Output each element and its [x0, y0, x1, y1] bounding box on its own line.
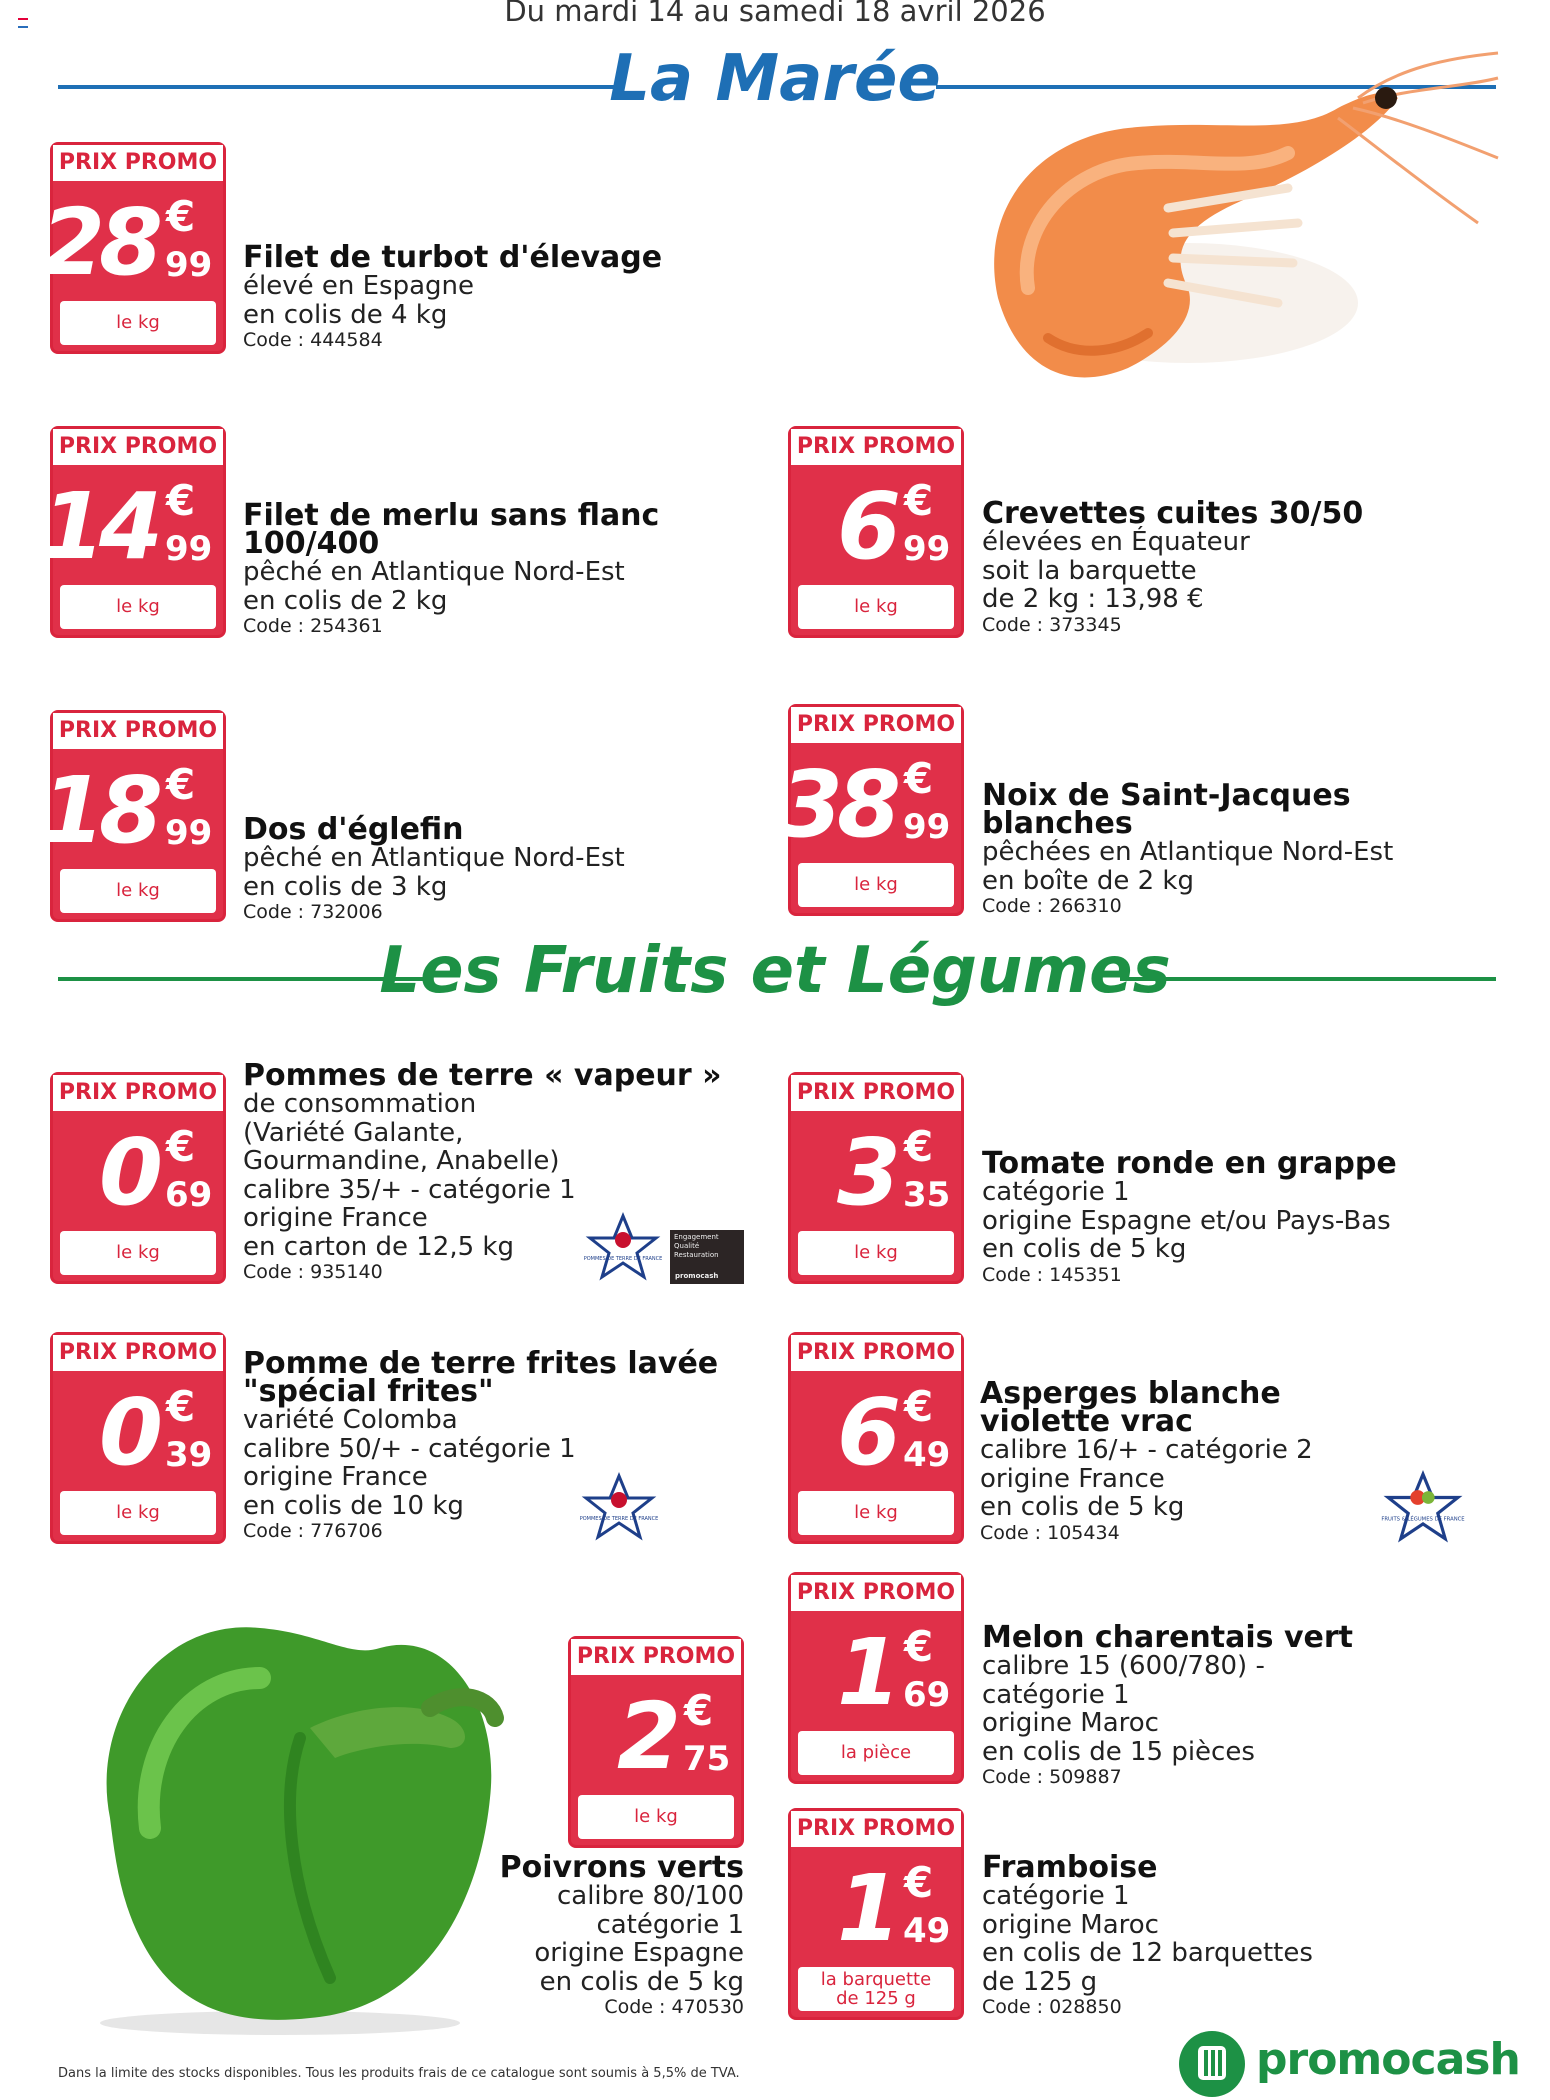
price-integer: 0 [98, 1119, 157, 1226]
currency-symbol: € [904, 1622, 934, 1671]
price-unit: le kg [798, 863, 954, 907]
currency-symbol: € [904, 1382, 934, 1431]
price-integer: 6 [836, 1379, 895, 1486]
section-title-maree: La Marée [609, 42, 941, 116]
price-tag-merlu [40, 426, 226, 638]
price-unit: le kg [60, 585, 216, 629]
product-desc: élevé en Espagne en colis de 4 kg [243, 271, 474, 330]
product-name: Pomme de terre frites lavée "spécial frites" [243, 1346, 719, 1409]
price-cents: 99 [903, 807, 951, 847]
product-name: Noix de Saint-Jacques blanches [982, 778, 1351, 841]
price-integer: 0 [98, 1379, 157, 1486]
logo-text: promocash [1256, 2034, 1520, 2085]
product-name: Filet de turbot d'élevage [243, 240, 663, 275]
price-unit: le kg [798, 1491, 954, 1535]
product-desc: de consommation (Variété Galante, Gourmandine, Anabelle) calibre 35/+ - catégorie 1 origine France en carton de 12,5 kg [243, 1089, 576, 1262]
product-name: Crevettes cuites 30/50 [982, 496, 1364, 531]
product-desc: élevées en Équateur soit la barquette de 2 kg : 13,98 € [982, 527, 1250, 614]
product-name: Melon charentais vert [982, 1620, 1353, 1655]
tag-header: PRIX PROMO [53, 429, 223, 465]
currency-symbol: € [904, 476, 934, 525]
price-tag-eglefin [40, 710, 226, 922]
price-tag-poivrons [568, 1636, 744, 1848]
product-name: Tomate ronde en grappe [982, 1146, 1397, 1181]
eqr-brand: promocash [675, 1272, 719, 1280]
currency-symbol: € [904, 1122, 934, 1171]
product-turbot [243, 240, 663, 351]
product-code: Code : 145351 [982, 1263, 1122, 1286]
tag-header: PRIX PROMO [53, 713, 223, 749]
tag-header: PRIX PROMO [791, 1075, 961, 1111]
legal-footnote: Dans la limite des stocks disponibles. Tous les produits frais de ce catalogue sont soumis à 5,5% de TVA. [58, 2066, 740, 2081]
product-desc: pêché en Atlantique Nord-Est en colis de 3 kg [243, 843, 625, 902]
tag-header: PRIX PROMO [53, 1335, 223, 1371]
price-tag-crevettes [788, 426, 964, 638]
product-desc: calibre 80/100 catégorie 1 origine Espagne en colis de 5 kg [534, 1881, 744, 1997]
price-integer: 18 [40, 757, 157, 864]
product-crevettes [982, 496, 1364, 636]
product-desc: pêchées en Atlantique Nord-Est en boîte de 2 kg [982, 837, 1394, 896]
price-unit: le kg [60, 1231, 216, 1275]
section-title-fruits: Les Fruits et Légumes [379, 934, 1171, 1008]
promo-dates: Du mardi 14 au samedi 18 avril 2026 [504, 0, 1046, 28]
price-unit: le kg [798, 1231, 954, 1275]
product-tomate [982, 1146, 1397, 1286]
badge-text: POMMES DE TERRE DE FRANCE [579, 1516, 659, 1522]
tag-header: PRIX PROMO [791, 1575, 961, 1611]
product-code: Code : 470530 [604, 1996, 744, 2018]
product-desc: variété Colomba calibre 50/+ - catégorie 1 origine France en colis de 10 kg [243, 1405, 576, 1521]
badge-text: POMMES DE TERRE DE FRANCE [583, 1256, 663, 1262]
price-tag-turbot [40, 142, 226, 354]
promocash-logo [1176, 2028, 1520, 2094]
product-desc: calibre 16/+ - catégorie 2 origine France en colis de 5 kg [980, 1435, 1313, 1522]
price-integer: 3 [836, 1119, 895, 1226]
price-cents: 39 [165, 1435, 213, 1475]
price-unit: le kg [798, 585, 954, 629]
price-integer: 38 [778, 751, 895, 858]
pommes-de-terre-france-badge-icon [579, 1474, 659, 1540]
price-tag-pdt-vapeur [50, 1072, 226, 1284]
badge-text: FRUITS & LÉGUMES DE FRANCE [1381, 1516, 1465, 1523]
tag-header: PRIX PROMO [791, 1811, 961, 1847]
price-cents: 35 [903, 1175, 951, 1215]
product-stjacques [982, 778, 1394, 917]
price-tag-tomate [788, 1072, 964, 1284]
product-code: Code : 732006 [243, 901, 383, 923]
price-unit: le kg [60, 1491, 216, 1535]
eqr-line-3: Restauration [674, 1251, 719, 1259]
product-name: Pommes de terre « vapeur » [243, 1058, 722, 1093]
price-integer: 1 [836, 1855, 895, 1962]
price-cents: 99 [903, 529, 951, 569]
price-tag-pdt-frites [50, 1332, 226, 1544]
currency-symbol: € [166, 476, 196, 525]
currency-symbol: € [684, 1686, 714, 1735]
tag-header: PRIX PROMO [571, 1639, 741, 1675]
price-tag-asperges [788, 1332, 964, 1544]
price-unit: le kg [578, 1795, 734, 1839]
product-code: Code : 509887 [982, 1766, 1122, 1788]
product-name: Framboise [982, 1850, 1158, 1885]
pommes-de-terre-france-badge-icon [583, 1214, 663, 1280]
currency-symbol: € [166, 1382, 196, 1431]
price-cents: 75 [683, 1739, 731, 1779]
product-desc: calibre 15 (600/780) - catégorie 1 origine Maroc en colis de 15 pièces [982, 1651, 1265, 1767]
price-unit: le kg [60, 301, 216, 345]
price-integer: 1 [836, 1619, 895, 1726]
product-code: Code : 373345 [982, 613, 1122, 636]
product-name: Asperges blanche violette vrac [980, 1376, 1281, 1439]
promocash-cart-icon [1176, 2028, 1248, 2100]
product-name: Dos d'églefin [243, 812, 464, 847]
product-merlu [243, 498, 660, 637]
product-name: Poivrons verts [499, 1850, 744, 1885]
price-cents: 69 [903, 1675, 951, 1715]
fruits-legumes-france-badge-icon [1381, 1472, 1465, 1542]
price-tag-framboise [788, 1808, 964, 2020]
tag-header: PRIX PROMO [53, 1075, 223, 1111]
currency-symbol: € [904, 1858, 934, 1907]
price-integer: 28 [40, 189, 157, 296]
product-code: Code : 266310 [982, 895, 1122, 917]
price-cents: 99 [165, 245, 213, 285]
product-code: Code : 105434 [980, 1521, 1120, 1544]
price-cents: 69 [165, 1175, 213, 1215]
currency-symbol: € [166, 1122, 196, 1171]
currency-symbol: € [166, 760, 196, 809]
product-framboise [982, 1850, 1313, 2018]
tag-header: PRIX PROMO [791, 1335, 961, 1371]
price-unit: la pièce [798, 1731, 954, 1775]
price-integer: 2 [616, 1683, 675, 1790]
price-unit: le kg [60, 869, 216, 913]
product-code: Code : 254361 [243, 615, 383, 637]
tag-header: PRIX PROMO [53, 145, 223, 181]
product-code: Code : 935140 [243, 1261, 383, 1283]
section-fruits-header [0, 934, 1550, 1024]
product-desc: pêché en Atlantique Nord-Est en colis de 2 kg [243, 557, 625, 616]
eqr-line-2: Qualité [674, 1242, 700, 1250]
price-tag-melon [788, 1572, 964, 1784]
price-tag-stjacques [778, 704, 964, 916]
product-code: Code : 776706 [243, 1520, 383, 1542]
price-integer: 14 [40, 473, 157, 580]
product-melon [982, 1620, 1353, 1788]
currency-symbol: € [904, 754, 934, 803]
price-unit: la barquette de 125 g [798, 1967, 954, 2011]
price-cents: 99 [165, 813, 213, 853]
engagement-qualite-badge [670, 1230, 744, 1284]
product-code: Code : 028850 [982, 1996, 1122, 2018]
product-code: Code : 444584 [243, 329, 383, 351]
product-desc: catégorie 1 origine Maroc en colis de 12 barquettes de 125 g [982, 1881, 1313, 1997]
shrimp-image [958, 48, 1498, 428]
product-asperges [980, 1376, 1313, 1544]
price-cents: 99 [165, 529, 213, 569]
product-eglefin [243, 812, 625, 923]
product-desc: catégorie 1 origine Espagne et/ou Pays-Bas en colis de 5 kg [982, 1177, 1391, 1264]
eqr-line-1: Engagement [674, 1233, 719, 1241]
price-integer: 6 [836, 473, 895, 580]
price-cents: 49 [903, 1435, 951, 1475]
price-cents: 49 [903, 1911, 951, 1951]
product-poivrons [420, 1850, 744, 2018]
product-name: Filet de merlu sans flanc 100/400 [243, 498, 660, 561]
tag-header: PRIX PROMO [791, 707, 961, 743]
tag-header: PRIX PROMO [791, 429, 961, 465]
currency-symbol: € [166, 192, 196, 241]
